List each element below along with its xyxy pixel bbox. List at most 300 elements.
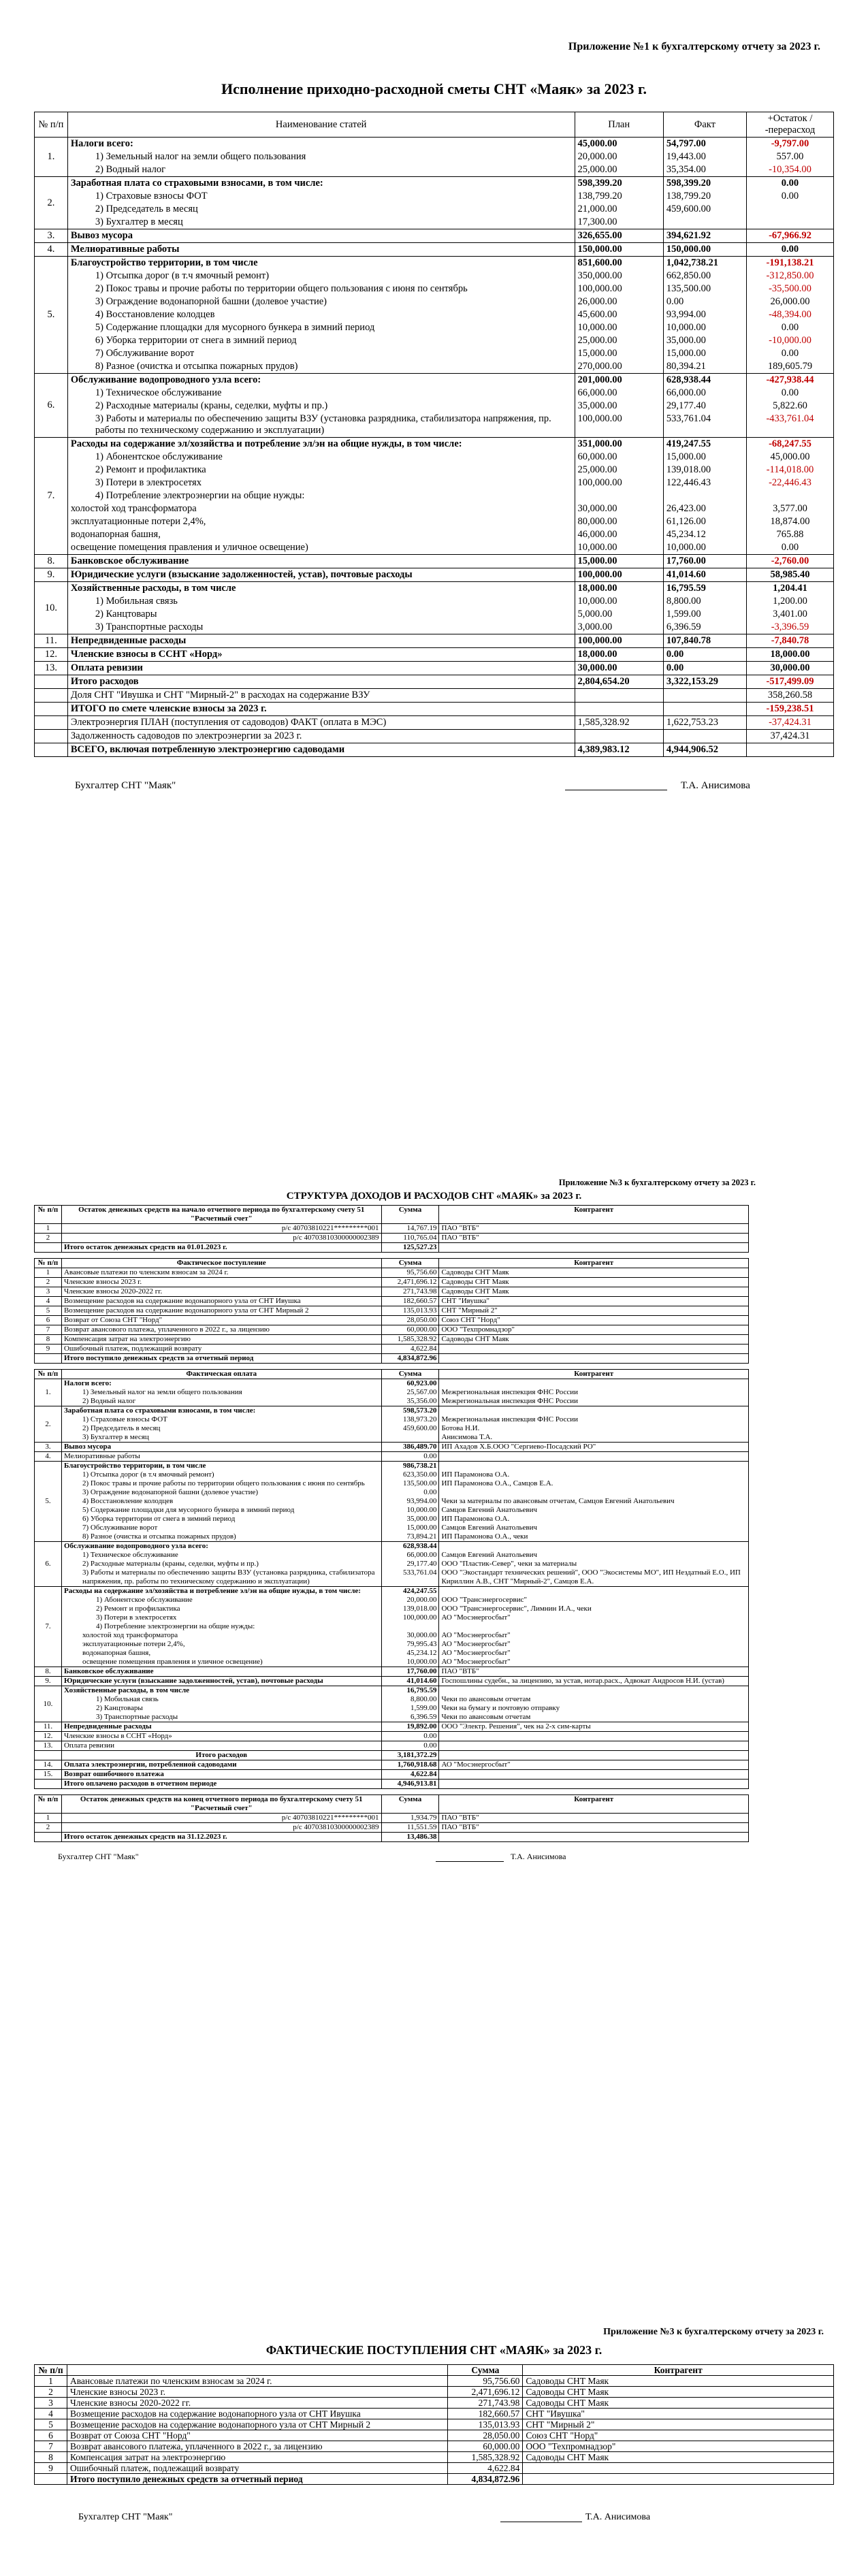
contractor: Садоводы СНТ Маяк xyxy=(439,1287,749,1297)
budget-row xyxy=(35,743,834,757)
income-expense-structure-sheet xyxy=(0,1178,868,1872)
item-name: 1) Отсыпка дорог (в т.ч ямочный ремонт) xyxy=(67,270,575,283)
fact-value: 35,354.00 xyxy=(663,163,746,177)
header-sum: Сумма xyxy=(448,2365,523,2376)
diff-value: 0.00 xyxy=(746,387,833,400)
item-name: Обслуживание водопроводного узла всего: xyxy=(67,374,575,387)
item-name: 3) Транспортные расходы xyxy=(67,621,575,634)
diff-value: -68,247.55 xyxy=(746,438,833,451)
row-number: 15. xyxy=(35,1770,62,1780)
item-name: освещение помещения правления и уличное освещение) xyxy=(61,1658,381,1667)
item-name: 1) Страховые взносы ФОТ xyxy=(61,1415,381,1424)
header-diff: +Остаток / -перерасход xyxy=(746,112,833,138)
section-title: Фактическая оплата xyxy=(61,1370,381,1379)
sum-value: 6,396.59 xyxy=(381,1713,439,1722)
sum-value: 20,000.00 xyxy=(381,1596,439,1605)
sum-value: 66,000.00 xyxy=(381,1551,439,1560)
row-number: 3. xyxy=(35,1443,62,1452)
table-row xyxy=(35,1325,749,1335)
contractor: ИП Парамонова О.А. xyxy=(439,1515,749,1524)
expense-group-row xyxy=(35,1433,749,1443)
row-number: 3 xyxy=(35,1287,62,1297)
expense-row xyxy=(35,1722,749,1732)
contractor: СНТ "Ивушка" xyxy=(439,1297,749,1306)
header-sum: Сумма xyxy=(381,1206,439,1224)
diff-value: 0.00 xyxy=(746,321,833,334)
contractor xyxy=(523,2463,834,2474)
table-row xyxy=(35,1278,749,1287)
budget-group-row xyxy=(35,177,834,191)
row-number xyxy=(35,730,68,743)
fact-value xyxy=(663,489,746,502)
item-name: Членские взносы 2020-2022 гг. xyxy=(67,2398,447,2409)
total-sum: 13,486.38 xyxy=(381,1833,439,1842)
item-name: 1) Мобильная связь xyxy=(61,1695,381,1704)
plan-value: 25,000.00 xyxy=(575,334,663,347)
plan-value: 26,000.00 xyxy=(575,295,663,308)
item-name: Ошибочный платеж, подлежащий возврату xyxy=(61,1345,381,1354)
contractor: Садоводы СНТ Маяк xyxy=(439,1335,749,1345)
row-number: 7 xyxy=(35,1325,62,1335)
item-name: 5) Содержание площадки для мусорного бункера в зимний период xyxy=(61,1506,381,1515)
table-row xyxy=(35,2463,834,2474)
plan-value xyxy=(575,730,663,743)
contractor: АО "Мосэнергосбыт" xyxy=(439,1631,749,1640)
fact-value: 19,443.00 xyxy=(663,150,746,163)
diff-value xyxy=(746,743,833,757)
plan-value xyxy=(575,689,663,703)
diff-value: -191,138.21 xyxy=(746,257,833,270)
item-name: 1) Отсыпка дорог (в т.ч ямочный ремонт) xyxy=(61,1470,381,1479)
row-number: 10. xyxy=(35,582,68,634)
item-name: Банковское обслуживание xyxy=(67,555,575,568)
diff-value: 3,401.00 xyxy=(746,608,833,621)
item-name: Оплата ревизии xyxy=(61,1741,381,1751)
row-number: 1 xyxy=(35,1268,62,1278)
budget-group-row xyxy=(35,295,834,308)
fact-value: 419,247.55 xyxy=(663,438,746,451)
sum-value: 986,738.21 xyxy=(381,1462,439,1471)
fact-value xyxy=(663,689,746,703)
item-name: р/с 40703810221*********001 xyxy=(61,1814,381,1823)
signer-role: Бухгалтер СНТ "Маяк" xyxy=(78,2512,173,2522)
header-contr: Контрагент xyxy=(439,1370,749,1379)
contractor xyxy=(439,1542,749,1551)
contractor: ООО "Трансэнергосервис", Лимнин И.А., чеки xyxy=(439,1605,749,1613)
header-num: № п/п xyxy=(35,1206,62,1224)
plan-value: 45,000.00 xyxy=(575,138,663,151)
contractor: ПАО "ВТБ" xyxy=(439,1823,749,1833)
item-name: Налоги всего: xyxy=(67,138,575,151)
item-name: Ошибочный платеж, подлежащий возврату xyxy=(67,2463,447,2474)
item-name: Непредвиденные расходы xyxy=(61,1722,381,1732)
row-number: 2 xyxy=(35,1278,62,1287)
diff-value: 45,000.00 xyxy=(746,451,833,464)
expense-group-row xyxy=(35,1686,749,1696)
budget-row xyxy=(35,648,834,662)
item-name: 2) Канцтовары xyxy=(67,608,575,621)
row-number: 3 xyxy=(35,2398,67,2409)
budget-group-row xyxy=(35,360,834,374)
total-row xyxy=(35,1354,749,1364)
row-number xyxy=(35,1833,62,1842)
contractor: Чеки по авансовым отчетам xyxy=(439,1695,749,1704)
fact-value: 66,000.00 xyxy=(663,387,746,400)
row-number: 9. xyxy=(35,568,68,582)
contractor: Межрегиональная инспекция ФНС России xyxy=(439,1388,749,1397)
expense-group-row xyxy=(35,1497,749,1506)
row-number: 1 xyxy=(35,2376,67,2387)
sum-value: 95,756.60 xyxy=(381,1268,439,1278)
item-name: Обслуживание водопроводного узла всего: xyxy=(61,1542,381,1551)
row-number: 4. xyxy=(35,243,68,257)
table-header-row xyxy=(35,2365,834,2376)
sum-value: 60,000.00 xyxy=(448,2441,523,2452)
expense-group-row xyxy=(35,1424,749,1433)
row-number: 12. xyxy=(35,1732,62,1741)
appendix-note: Приложение №1 к бухгалтерскому отчету за 2023 г. xyxy=(568,41,820,52)
item-name: Компенсация затрат на электроэнергию xyxy=(61,1335,381,1345)
sum-value: 3,181,372.29 xyxy=(381,1751,439,1760)
item-name: Расходы на содержание эл/хозяйства и потребление эл/эн на общие нужды, в том числе: xyxy=(61,1587,381,1596)
budget-group-row xyxy=(35,541,834,555)
sum-value: 424,247.55 xyxy=(381,1587,439,1596)
plan-value: 18,000.00 xyxy=(575,582,663,596)
budget-group-row xyxy=(35,347,834,360)
sum-value: 271,743.98 xyxy=(448,2398,523,2409)
budget-row xyxy=(35,243,834,257)
section-title: Фактическое поступление xyxy=(61,1259,381,1268)
budget-row xyxy=(35,675,834,689)
header-num: № п/п xyxy=(35,2365,67,2376)
budget-group-row xyxy=(35,582,834,596)
contractor: Садоводы СНТ Маяк xyxy=(523,2376,834,2387)
sum-value: 0.00 xyxy=(381,1488,439,1497)
contractor: Садоводы СНТ Маяк xyxy=(439,1268,749,1278)
diff-value: -67,966.92 xyxy=(746,229,833,243)
fact-value: 10,000.00 xyxy=(663,541,746,555)
diff-value: 557.00 xyxy=(746,150,833,163)
item-name: Юридические услуги (взыскание задолженностей, устав), почтовые расходы xyxy=(61,1677,381,1686)
sum-value: 28,050.00 xyxy=(448,2430,523,2441)
spacer-row xyxy=(35,1253,749,1259)
diff-value: 37,424.31 xyxy=(746,730,833,743)
sum-value: 182,660.57 xyxy=(381,1297,439,1306)
plan-value: 46,000.00 xyxy=(575,528,663,541)
expense-group-row xyxy=(35,1551,749,1560)
table-row xyxy=(35,1268,749,1278)
item-name: Итого расходов xyxy=(67,675,575,689)
sum-value: 139,018.00 xyxy=(381,1605,439,1613)
item-name: Банковское обслуживание xyxy=(61,1667,381,1677)
sum-value: 2,471,696.12 xyxy=(381,1278,439,1287)
diff-value: -114,018.00 xyxy=(746,464,833,477)
expense-row xyxy=(35,1677,749,1686)
row-number: 4 xyxy=(35,1297,62,1306)
plan-value: 10,000.00 xyxy=(575,541,663,555)
row-number: 8 xyxy=(35,1335,62,1345)
item-name: 4) Потребление электроэнергии на общие нужды: xyxy=(67,489,575,502)
signer-role: Бухгалтер СНТ "Маяк" xyxy=(58,1852,139,1861)
plan-value: 100,000.00 xyxy=(575,283,663,295)
sum-value: 135,013.93 xyxy=(381,1306,439,1316)
sum-value: 10,000.00 xyxy=(381,1506,439,1515)
budget-row xyxy=(35,716,834,730)
fact-value: 533,761.04 xyxy=(663,413,746,438)
expense-group-row xyxy=(35,1406,749,1416)
item-name: Расходы на содержание эл/хозяйства и потребление эл/эн на общие нужды, в том числе: xyxy=(67,438,575,451)
fact-value: 394,621.92 xyxy=(663,229,746,243)
row-number: 5. xyxy=(35,257,68,374)
item-name: 2) Ремонт и профилактика xyxy=(67,464,575,477)
header-contr: Контрагент xyxy=(439,1795,749,1814)
diff-value: 18,874.00 xyxy=(746,515,833,528)
total-label: Итого остаток денежных средств на 01.01.2023 г. xyxy=(61,1243,381,1253)
budget-group-row xyxy=(35,321,834,334)
contractor: Межрегиональная инспекция ФНС России xyxy=(439,1415,749,1424)
header-fact: Факт xyxy=(663,112,746,138)
row-number: 2. xyxy=(35,177,68,229)
plan-value: 80,000.00 xyxy=(575,515,663,528)
row-number xyxy=(35,703,68,716)
plan-value: 25,000.00 xyxy=(575,464,663,477)
fact-value: 8,800.00 xyxy=(663,595,746,608)
contractor: ООО "Пластик-Север", чеки за материалы xyxy=(439,1560,749,1568)
spacer-cell xyxy=(35,1364,749,1370)
plan-value: 598,399.20 xyxy=(575,177,663,191)
plan-value: 270,000.00 xyxy=(575,360,663,374)
budget-row xyxy=(35,689,834,703)
appendix-note: Приложение №3 к бухгалтерскому отчету за 2023 г. xyxy=(558,1178,756,1187)
plan-value: 21,000.00 xyxy=(575,203,663,216)
item-name: 3) Бухгалтер в месяц xyxy=(61,1433,381,1443)
row-number xyxy=(35,2474,67,2485)
diff-value: -312,850.00 xyxy=(746,270,833,283)
sum-value: 35,000.00 xyxy=(381,1515,439,1524)
fact-value: 6,396.59 xyxy=(663,621,746,634)
signature-block xyxy=(0,780,868,801)
budget-group-row xyxy=(35,138,834,151)
expense-group-row xyxy=(35,1488,749,1497)
item-name: Вывоз мусора xyxy=(67,229,575,243)
contractor: Ботова Н.И. xyxy=(439,1424,749,1433)
item-name: Оплата ревизии xyxy=(67,662,575,675)
signature-block xyxy=(0,2512,868,2532)
expense-group-row xyxy=(35,1640,749,1649)
sum-value: 60,000.00 xyxy=(381,1325,439,1335)
contractor xyxy=(439,1751,749,1760)
sum-value: 79,995.43 xyxy=(381,1640,439,1649)
contractor: Чеки на бумагу и почтовую отправку xyxy=(439,1704,749,1713)
budget-group-row xyxy=(35,190,834,203)
table-row xyxy=(35,1814,749,1823)
sum-value: 16,795.59 xyxy=(381,1686,439,1696)
row-number: 7 xyxy=(35,2441,67,2452)
budget-group-row xyxy=(35,489,834,502)
header-name xyxy=(67,2365,447,2376)
contractor: ПАО "ВТБ" xyxy=(439,1224,749,1234)
plan-value: 4,389,983.12 xyxy=(575,743,663,757)
contractor: ООО "Экостандарт технических решений", ООО "Экосистемы МО", ИП Нездатный Е.О., ИП Кириллин А.В., СНТ "Мирный-2", Самцов Е.А. xyxy=(439,1568,749,1587)
row-number: 5 xyxy=(35,2419,67,2430)
diff-value: -9,797.00 xyxy=(746,138,833,151)
row-number: 8. xyxy=(35,555,68,568)
fact-value: 17,760.00 xyxy=(663,555,746,568)
item-name: 3) Ограждение водонапорной башни (долевое участие) xyxy=(67,295,575,308)
sum-value: 182,660.57 xyxy=(448,2409,523,2419)
item-name: 2) Расходные материалы (краны, седелки, муфты и пр.) xyxy=(61,1560,381,1568)
item-name: эксплуатационные потери 2,4%, xyxy=(61,1640,381,1649)
diff-value: -7,840.78 xyxy=(746,634,833,648)
contractor: Чеки по авансовым отчетам xyxy=(439,1713,749,1722)
budget-group-row xyxy=(35,400,834,413)
row-number: 3. xyxy=(35,229,68,243)
diff-value xyxy=(746,489,833,502)
sum-value: 29,177.40 xyxy=(381,1560,439,1568)
row-number: 11. xyxy=(35,1722,62,1732)
spacer-row xyxy=(35,1789,749,1795)
fact-value: 10,000.00 xyxy=(663,321,746,334)
sum-value: 35,356.00 xyxy=(381,1397,439,1406)
row-number: 9. xyxy=(35,1677,62,1686)
total-sum: 125,527.23 xyxy=(381,1243,439,1253)
item-name: 6) Уборка территории от снега в зимний период xyxy=(67,334,575,347)
diff-value: -159,238.51 xyxy=(746,703,833,716)
sum-value: 135,500.00 xyxy=(381,1479,439,1488)
item-name: эксплуатационные потери 2,4%, xyxy=(67,515,575,528)
contractor: ПАО "ВТБ" xyxy=(439,1814,749,1823)
table-row xyxy=(35,2387,834,2398)
expense-row xyxy=(35,1741,749,1751)
sum-value: 14,767.19 xyxy=(381,1224,439,1234)
item-name: Авансовые платежи по членским взносам за 2024 г. xyxy=(67,2376,447,2387)
expense-row xyxy=(35,1443,749,1452)
total-sum: 4,834,872.96 xyxy=(448,2474,523,2485)
item-name: холостой ход трансформатора xyxy=(61,1631,381,1640)
plan-value: 45,600.00 xyxy=(575,308,663,321)
sum-value: 135,013.93 xyxy=(448,2419,523,2430)
budget-group-row xyxy=(35,528,834,541)
contractor xyxy=(439,1587,749,1596)
fact-value: 16,795.59 xyxy=(663,582,746,596)
diff-value: 18,000.00 xyxy=(746,648,833,662)
plan-value: 10,000.00 xyxy=(575,595,663,608)
diff-value: 0.00 xyxy=(746,347,833,360)
plan-value: 1,585,328.92 xyxy=(575,716,663,730)
item-name: Возврат ошибочного платежа xyxy=(61,1770,381,1780)
expense-row xyxy=(35,1770,749,1780)
section-header-row xyxy=(35,1259,749,1268)
item-name: Задолженность садоводов по электроэнергии за 2023 г. xyxy=(67,730,575,743)
contractor: ИП Ахадов Х.Б.ООО "Сергиево-Посадский РО" xyxy=(439,1443,749,1452)
row-number xyxy=(35,743,68,757)
total-label: Итого поступило денежных средств за отчетный период xyxy=(67,2474,447,2485)
table-row xyxy=(35,1316,749,1325)
item-name: 2) Покос травы и прочие работы по территории общего пользования с июня по сентябрь xyxy=(61,1479,381,1488)
row-number: 10. xyxy=(35,1686,62,1722)
diff-value xyxy=(746,216,833,229)
expense-group-row xyxy=(35,1713,749,1722)
budget-row xyxy=(35,703,834,716)
diff-value: 30,000.00 xyxy=(746,662,833,675)
item-name: 2) Председатель в месяц xyxy=(61,1424,381,1433)
row-number: 12. xyxy=(35,648,68,662)
sum-value: 598,573.20 xyxy=(381,1406,439,1416)
fact-value: 4,944,906.52 xyxy=(663,743,746,757)
fact-value: 15,000.00 xyxy=(663,347,746,360)
item-name: Благоустройство территории, в том числе xyxy=(67,257,575,270)
item-name: холостой ход трансформатора xyxy=(67,502,575,515)
expense-group-row xyxy=(35,1515,749,1524)
header-sum: Сумма xyxy=(381,1370,439,1379)
structure-table-body xyxy=(35,1206,749,1842)
header-contr: Контрагент xyxy=(523,2365,834,2376)
expense-group-row xyxy=(35,1622,749,1631)
budget-row xyxy=(35,730,834,743)
contractor xyxy=(439,1379,749,1389)
expense-row xyxy=(35,1751,749,1760)
sum-value: 93,994.00 xyxy=(381,1497,439,1506)
sum-value: 1,934.79 xyxy=(381,1814,439,1823)
contractor: АО "Мосэнергосбыт" xyxy=(439,1640,749,1649)
sheet-title: ФАКТИЧЕСКИЕ ПОСТУПЛЕНИЯ СНТ «МАЯК» за 2023 г. xyxy=(266,2343,602,2357)
sum-value: 30,000.00 xyxy=(381,1631,439,1640)
table-row xyxy=(35,1306,749,1316)
diff-value: -517,499.09 xyxy=(746,675,833,689)
row-number xyxy=(35,1751,62,1760)
budget-group-row xyxy=(35,374,834,387)
actual-receipts-sheet xyxy=(0,2327,868,2532)
sum-value: 623,350.00 xyxy=(381,1470,439,1479)
sum-value: 15,000.00 xyxy=(381,1524,439,1532)
item-name: 2) Ремонт и профилактика xyxy=(61,1605,381,1613)
signer-name: Т.А. Анисимова xyxy=(585,2512,651,2522)
row-number xyxy=(35,689,68,703)
header-sum: Сумма xyxy=(381,1795,439,1814)
item-name: Хозяйственные расходы, в том числе xyxy=(61,1686,381,1696)
diff-value: 765.88 xyxy=(746,528,833,541)
plan-value: 100,000.00 xyxy=(575,634,663,648)
contractor: Садоводы СНТ Маяк xyxy=(439,1278,749,1287)
item-name: Возврат авансового платежа, уплаченного в 2022 г., за лицензию xyxy=(67,2441,447,2452)
item-name: 2) Водный налог xyxy=(61,1397,381,1406)
plan-value: 2,804,654.20 xyxy=(575,675,663,689)
item-name: Хозяйственные расходы, в том числе xyxy=(67,582,575,596)
sum-value: 100,000.00 xyxy=(381,1613,439,1622)
diff-value: 0.00 xyxy=(746,541,833,555)
contractor xyxy=(439,1732,749,1741)
total-label: Итого поступило денежных средств за отчетный период xyxy=(61,1354,381,1364)
row-number: 9 xyxy=(35,1345,62,1354)
sum-value: 386,489.70 xyxy=(381,1443,439,1452)
sum-value: 73,894.21 xyxy=(381,1532,439,1542)
contractor: АО "Мосэнергосбыт" xyxy=(439,1649,749,1658)
fact-value: 139,018.00 xyxy=(663,464,746,477)
row-number: 7. xyxy=(35,438,68,555)
item-name: Юридические услуги (взыскание задолженностей, устав), почтовые расходы xyxy=(67,568,575,582)
row-number: 6. xyxy=(35,374,68,438)
budget-group-row xyxy=(35,283,834,295)
budget-group-row xyxy=(35,308,834,321)
item-name: 1) Мобильная связь xyxy=(67,595,575,608)
contractor: ООО "Техпромнадзор" xyxy=(523,2441,834,2452)
fact-value: 459,600.00 xyxy=(663,203,746,216)
item-name: 3) Работы и материалы по обеспечению защиты ВЗУ (установка разрядника, стабилизатора напряжения, пр. работы по техническому содержанию и эксплуатации) xyxy=(61,1568,381,1587)
budget-group-row xyxy=(35,150,834,163)
contractor: Самцов Евгений Анатольевич xyxy=(439,1551,749,1560)
table-row xyxy=(35,1345,749,1354)
table-row xyxy=(35,2452,834,2463)
